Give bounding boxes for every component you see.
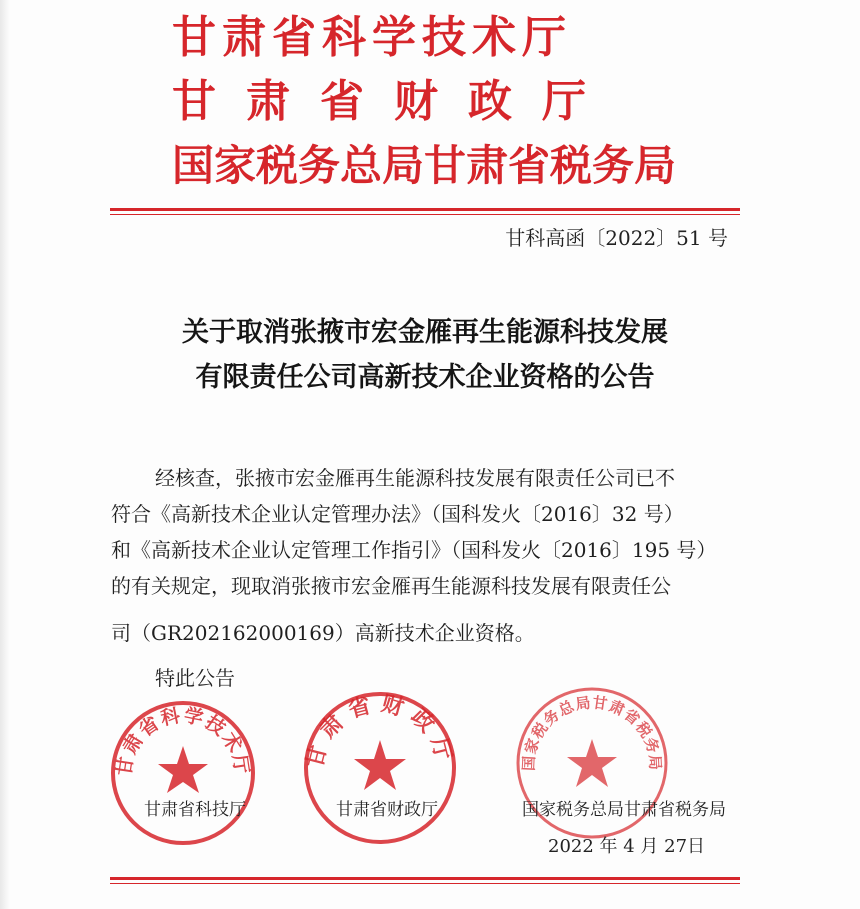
issue-date: 2022 年 4 月 27日 [548, 836, 706, 857]
signature-science-department: 甘肃省科技厅 [144, 800, 246, 820]
body-line-1: 经核查，张掖市宏金雁再生能源科技发展有限责任公司已不 [155, 466, 675, 490]
document-title-line-1: 关于取消张掖市宏金雁再生能源科技发展 [182, 317, 668, 348]
seal-star-icon [354, 740, 406, 790]
body-line-4: 的有关规定，现取消张掖市宏金雁再生能源科技发展有限责任公 [111, 574, 671, 598]
signature-tax-bureau: 国家税务总局甘肃省税务局 [522, 800, 726, 820]
closing-phrase: 特此公告 [155, 666, 235, 690]
scan-edge [0, 0, 10, 909]
document-number: 甘科高函〔2022〕51 号 [505, 226, 728, 250]
header-issuer-2: 甘肃省财政厅 [172, 76, 616, 127]
header-issuer-3: 国家税务总局甘肃省税务局 [172, 141, 677, 190]
header-rule-thick [110, 208, 740, 211]
header-issuer-1: 甘肃省科学技术厅 [172, 12, 572, 63]
header-rule-thin [110, 214, 740, 215]
body-line-3: 和《高新技术企业认定管理工作指引》（国科发火〔2016〕195 号） [111, 538, 717, 562]
seal-science-department [108, 698, 258, 848]
document-title-line-2: 有限责任公司高新技术企业资格的公告 [195, 362, 655, 393]
signature-finance-department: 甘肃省财政厅 [336, 800, 438, 820]
seal-star-icon [158, 746, 208, 793]
seal-text: 甘肃省财政厅 [302, 691, 458, 771]
seal-text: 国家税务总局甘肃省税务局 [519, 693, 665, 772]
body-line-2: 符合《高新技术企业认定管理办法》（国科发火〔2016〕32 号） [111, 502, 684, 526]
body-line-5: 司（GR202162000169）高新技术企业资格。 [111, 621, 535, 645]
footer-rule-thin [110, 883, 740, 884]
seal-star-icon [567, 739, 617, 787]
seal-finance-department [300, 688, 460, 848]
footer-rule-thick [110, 877, 740, 880]
seal-text: 甘肃省科学技术厅 [113, 704, 253, 778]
